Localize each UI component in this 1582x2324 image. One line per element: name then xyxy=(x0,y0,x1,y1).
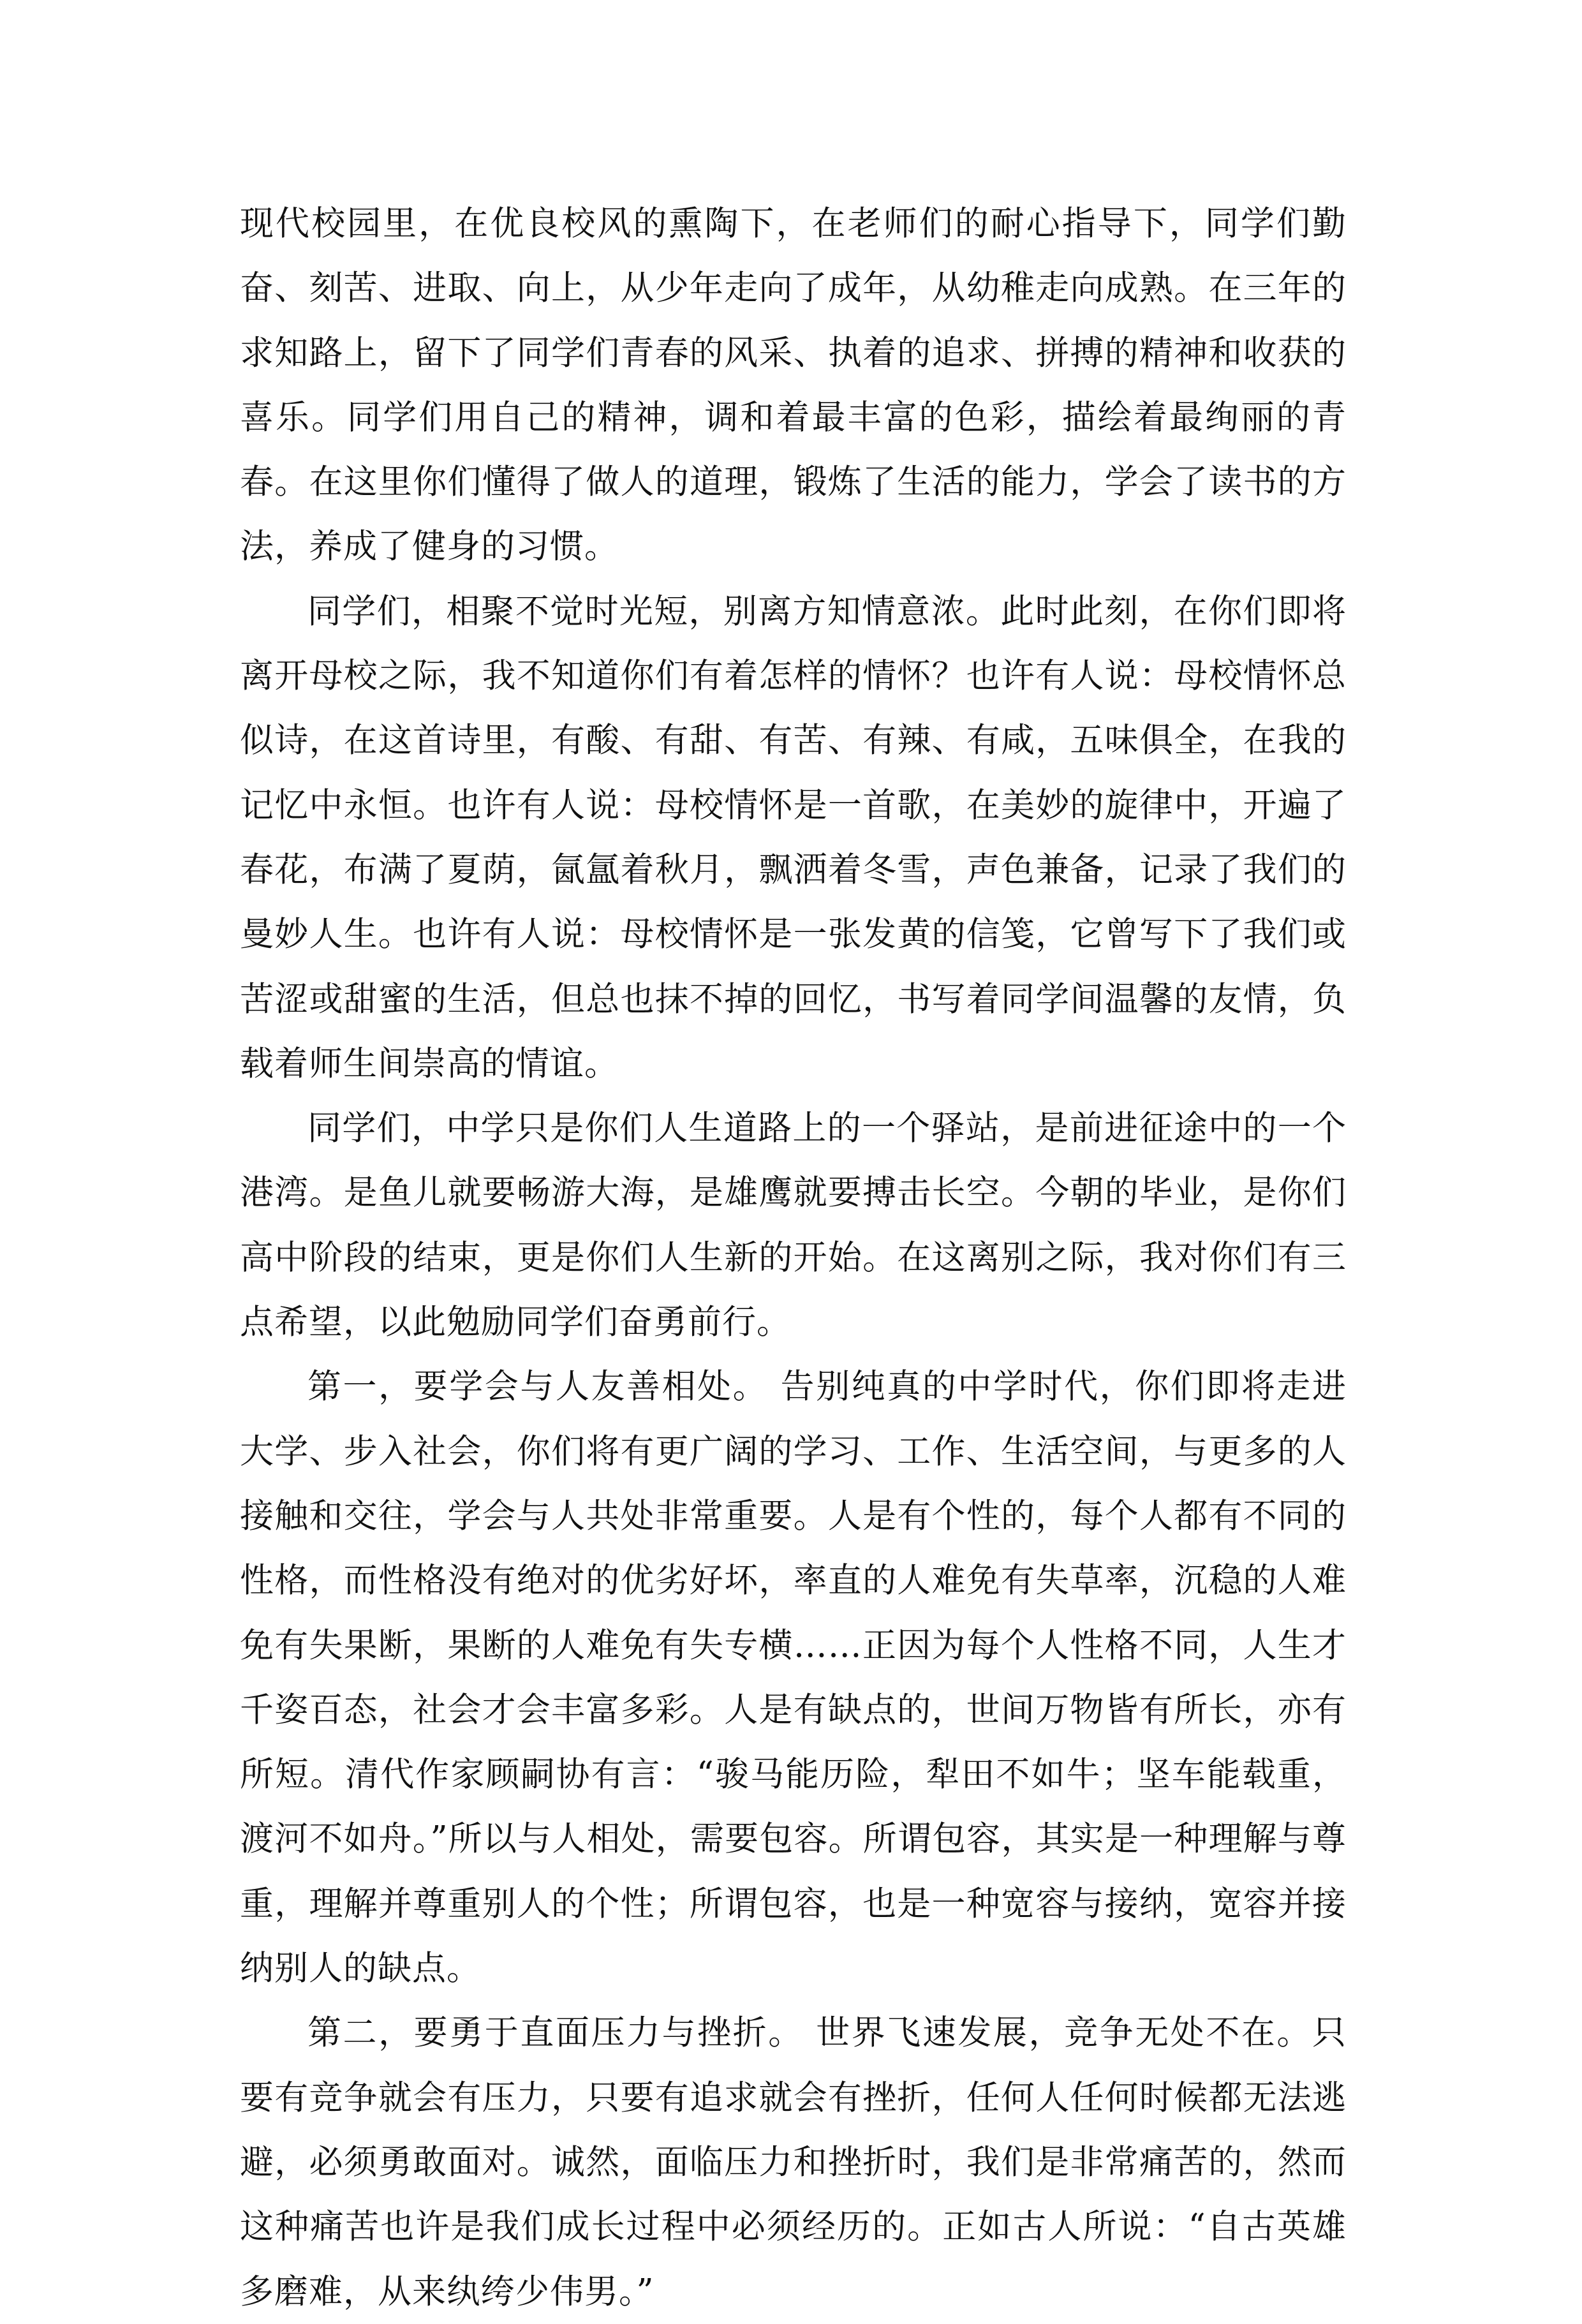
paragraph-second-hope: 第二，要勇于直面压力与挫折。 世界飞速发展，竞争无处不在。只要有竞争就会有压力，只要有追求就会有挫折，任何人任何时候都无法逃避，必须勇敢面对。诚然，面临压力和挫折时，我们是非常痛苦的，然而这种痛苦也许是我们成长过程中必须经历的。正如古人所说：“自古英雄多磨难，从来纨绔少伟男。” xyxy=(240,2013,1347,2311)
paragraph-campus-life: 现代校园里，在优良校风的熏陶下，在老师们的耐心指导下，同学们勤奋、刻苦、进取、向上，从少年走向了成年，从幼稚走向成熟。在三年的求知路上，留下了同学们青春的风采、执着的追求、拼搏的精神和收获的喜乐。同学们用自己的精神，调和着最丰富的色彩，描绘着最绚丽的青春。在这里你们懂得了做人的道理，锻炼了生活的能力，学会了读书的方法，养成了健身的习惯。 xyxy=(240,204,1347,566)
body-text xyxy=(240,191,1347,2324)
paragraph-first-hope: 第一，要学会与人友善相处。 告别纯真的中学时代，你们即将走进大学、步入社会，你们将有更广阔的学习、工作、生活空间，与更多的人接触和交往，学会与人共处非常重要。人是有个性的，每个人都有不同的性格，而性格没有绝对的优劣好坏，率直的人难免有失草率，沉稳的人难免有失果断，果断的人难免有失专横……正因为每个人性格不同，人生才千姿百态，社会才会丰富多彩。人是有缺点的，世间万物皆有所长，亦有所短。清代作家顾嗣协有言：“骏马能历险，犁田不如牛；坚车能载重，渡河不如舟。”所以与人相处，需要包容。所谓包容，其实是一种理解与尊重，理解并尊重别人的个性；所谓包容，也是一种宽容与接纳，宽容并接纳别人的缺点。 xyxy=(240,1367,1347,1988)
paragraph-alma-mater-feelings: 同学们，相聚不觉时光短，别离方知情意浓。此时此刻，在你们即将离开母校之际，我不知道你们有着怎样的情怀？也许有人说：母校情怀总似诗，在这首诗里，有酸、有甜、有苦、有辣、有咸，五味俱全，在我的记忆中永恒。也许有人说：母校情怀是一首歌，在美妙的旋律中，开遍了春花，布满了夏荫，氤氲着秋月，飘洒着冬雪，声色兼备，记录了我们的曼妙人生。也许有人说：母校情怀是一张发黄的信笺，它曾写下了我们或苦涩或甜蜜的生活，但总也抹不掉的回忆，书写着同学间温馨的友情，负载着师生间崇高的情谊。 xyxy=(240,591,1347,1083)
paragraph-new-beginning: 同学们，中学只是你们人生道路上的一个驿站，是前进征途中的一个港湾。是鱼儿就要畅游大海，是雄鹰就要搏击长空。今朝的毕业，是你们高中阶段的结束，更是你们人生新的开始。在这离别之际，我对你们有三点希望，以此勉励同学们奋勇前行。 xyxy=(240,1109,1347,1342)
